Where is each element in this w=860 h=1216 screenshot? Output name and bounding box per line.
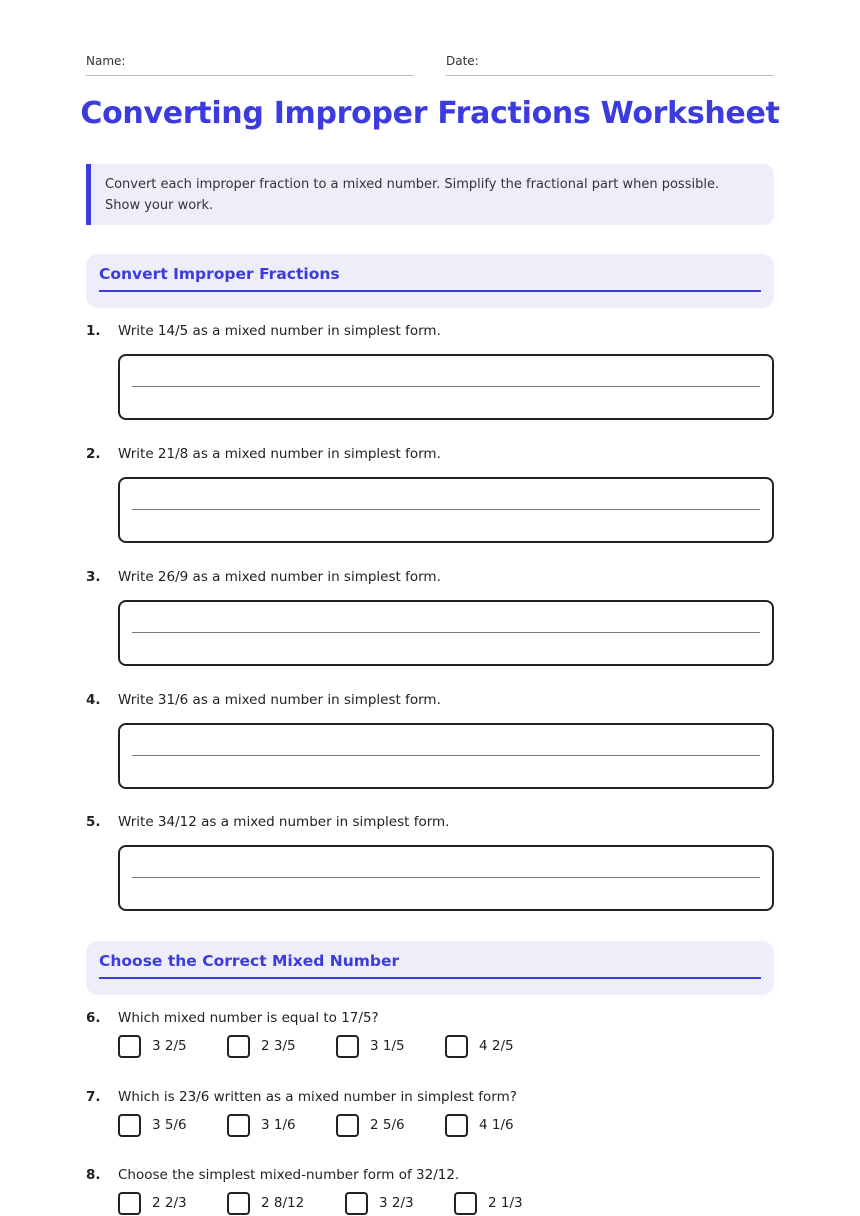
section-title: Choose the Correct Mixed Number [99,952,761,979]
option-label: 2 8/12 [261,1195,305,1211]
question-text: Choose the simplest mixed-number form of 32/12. [118,1167,460,1183]
answer-box[interactable] [118,723,774,789]
question-number: 8. [86,1167,101,1183]
question-number: 6. [86,1010,101,1026]
option-label: 3 1/5 [370,1038,405,1054]
answer-box[interactable] [118,600,774,666]
name-label: Name: [86,54,126,68]
option-label: 2 2/3 [152,1195,187,1211]
answer-line [132,632,760,633]
option-label: 2 1/3 [488,1195,523,1211]
answer-line [132,386,760,387]
option-label: 3 2/5 [152,1038,187,1054]
question-text: Write 14/5 as a mixed number in simplest form. [118,323,441,339]
question-text: Write 21/8 as a mixed number in simplest form. [118,446,441,462]
answer-line [132,509,760,510]
option-label: 3 2/3 [379,1195,414,1211]
question-number: 7. [86,1089,101,1105]
name-field[interactable] [86,54,414,76]
question-number: 4. [86,692,101,708]
checkbox[interactable] [336,1035,359,1058]
section-choose-correct-mixed-number [86,941,774,995]
date-label: Date: [446,54,479,68]
checkbox[interactable] [445,1114,468,1137]
checkbox[interactable] [336,1114,359,1137]
option-label: 2 3/5 [261,1038,296,1054]
question-number: 3. [86,569,101,585]
question-text: Write 31/6 as a mixed number in simplest form. [118,692,441,708]
instructions-box: Convert each improper fraction to a mixed number. Simplify the fractional part when possible. Show your work. [86,164,774,225]
question-text: Write 26/9 as a mixed number in simplest form. [118,569,441,585]
section-convert-improper-fractions [86,254,774,308]
answer-box[interactable] [118,477,774,543]
worksheet-title: Converting Improper Fractions Worksheet [80,96,780,131]
checkbox[interactable] [227,1114,250,1137]
checkbox[interactable] [227,1192,250,1215]
question-number: 5. [86,814,101,830]
answer-box[interactable] [118,845,774,911]
checkbox[interactable] [118,1035,141,1058]
option-label: 4 2/5 [479,1038,514,1054]
checkbox[interactable] [445,1035,468,1058]
answer-line [132,755,760,756]
option-label: 4 1/6 [479,1117,514,1133]
question-number: 2. [86,446,101,462]
question-text: Write 34/12 as a mixed number in simplest form. [118,814,450,830]
checkbox[interactable] [345,1192,368,1215]
answer-options [118,1113,774,1139]
answer-box[interactable] [118,354,774,420]
question-text: Which is 23/6 written as a mixed number in simplest form? [118,1089,517,1105]
question-text: Which mixed number is equal to 17/5? [118,1010,379,1026]
option-label: 2 5/6 [370,1117,405,1133]
question-number: 1. [86,323,101,339]
answer-options [118,1191,774,1216]
answer-line [132,877,760,878]
section-title: Convert Improper Fractions [99,265,761,292]
answer-options [118,1034,774,1060]
option-label: 3 1/6 [261,1117,296,1133]
date-field[interactable] [446,54,774,76]
option-label: 3 5/6 [152,1117,187,1133]
checkbox[interactable] [118,1192,141,1215]
checkbox[interactable] [227,1035,250,1058]
header-fields [86,54,774,76]
checkbox[interactable] [454,1192,477,1215]
checkbox[interactable] [118,1114,141,1137]
